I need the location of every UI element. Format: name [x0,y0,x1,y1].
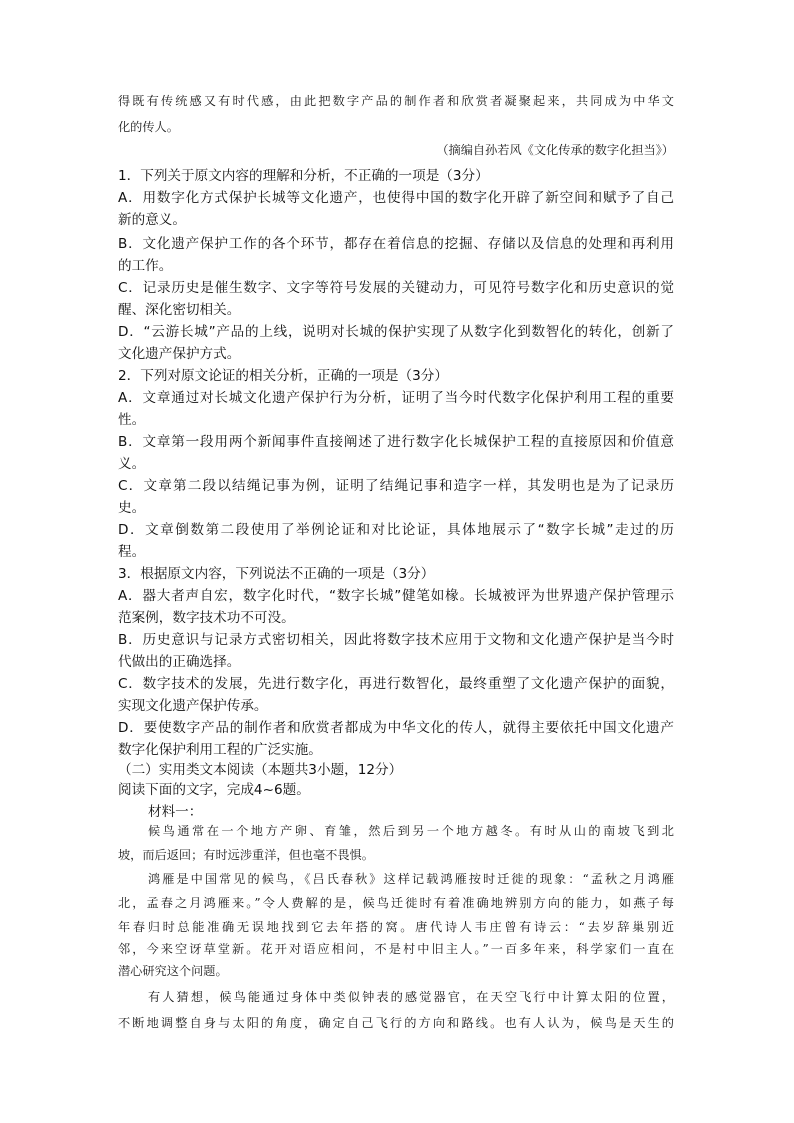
text-line: 的工作。 [118,258,173,274]
text-line: A．文章通过对长城文化遗产保护行为分析，证明了当今时代数字化保护利用工程的重要 [118,390,674,406]
text-line: 史。 [118,500,146,516]
text-line: C．记录历史是催生数字、文字等符号发展的关键动力，可见符号数字化和历史意识的觉 [118,280,674,296]
text-line: 鸿雁是中国常见的候鸟，《吕氏春秋》这样记载鸿雁按时迁徙的现象：“孟秋之月鸿雁 [148,872,674,886]
text-line: 材料一： [148,804,203,820]
text-line: C．数字技术的发展，先进行数字化，再进行数智化，最终重塑了文化遗产保护的面貌， [118,676,674,692]
text-line: 化的传人。 [118,120,179,134]
text-line: 得既有传统感又有时代感，由此把数字产品的制作者和欣赏者凝聚起来，共同成为中华文 [118,94,674,108]
text-line: 代做出的正确选择。 [118,654,241,670]
text-line: 不断地调整自身与太阳的角度，确定自己飞行的方向和路线。也有人认为，候鸟是天生的 [118,1016,674,1030]
text-line: 义。 [118,456,146,472]
text-line: 程。 [118,544,146,560]
text-line: A．用数字化方式保护长城等文化遗产，也使得中国的数字化开辟了新空间和赋予了自己 [118,190,674,206]
text-line: D．要使数字产品的制作者和欣赏者都成为中华文化的传人，就得主要依托中国文化遗产 [118,720,674,736]
text-line: 邻，今来空讶草堂新。花开对语应相问，不是村中旧主人。”一百多年来，科学家们一直在 [118,942,674,956]
text-line: 文化遗产保护方式。 [118,346,241,362]
text-line: 2．下列对原文论证的相关分析，正确的一项是（3分） [118,368,448,384]
text-line: 1．下列关于原文内容的理解和分析，不正确的一项是（3分） [118,168,489,184]
text-line: 候鸟通常在一个地方产卵、育雏，然后到另一个地方越冬。有时从山的南坡飞到北 [148,824,674,838]
text-line: B．历史意识与记录方式密切相关，因此将数字技术应用于文物和文化遗产保护是当今时 [118,632,674,648]
text-line: 数字化保护利用工程的广泛实施。 [118,742,322,758]
text-line: 坡，而后返回；有时远涉重洋，但也毫不畏惧。 [118,848,374,862]
text-line: （二）实用类文本阅读（本题共3小题，12分） [118,762,403,778]
text-line: 有人猜想，候鸟能通过身体中类似钟表的感觉器官，在天空飞行中计算太阳的位置， [148,990,674,1004]
text-line: 范案例，数字技术功不可没。 [118,610,295,626]
text-line: B．文化遗产保护工作的各个环节，都存在着信息的挖掘、存储以及信息的处理和再利用 [118,236,674,252]
text-line: 性。 [118,412,146,428]
text-line: 新的意义。 [118,212,186,228]
text-line: B．文章第一段用两个新闻事件直接阐述了进行数字化长城保护工程的直接原因和价值意 [118,434,674,450]
text-line: 3．根据原文内容，下列说法不正确的一项是（3分） [118,566,435,582]
text-line: 阅读下面的文字，完成4~6题。 [118,782,310,798]
text-line: D．文章倒数第二段使用了举例论证和对比论证，具体地展示了“数字长城”走过的历 [118,522,674,538]
text-line: 实现文化遗产保护传承。 [118,698,268,714]
text-line: 北，孟春之月鸿雁来。”令人费解的是，候鸟迁徙时有着准确地辨别方向的能力，如燕子每 [118,896,674,910]
text-line: D．“云游长城”产品的上线，说明对长城的保护实现了从数字化到数智化的转化，创新了 [118,324,674,340]
text-line: 潜心研究这个问题。 [118,964,228,978]
text-line: 年春归时总能准确无误地找到它去年搭的窝。唐代诗人韦庄曾有诗云：“去岁辞巢别近 [118,920,674,934]
text-line: 醒、深化密切相关。 [118,302,241,318]
text-line: C．文章第二段以结绳记事为例，证明了结绳记事和造字一样，其发明也是为了记录历 [118,478,674,494]
text-line: （摘编自孙若风《文化传承的数字化担当》） [436,143,674,157]
text-line: A．器大者声自宏，数字化时代，“数字长城”健笔如椽。长城被评为世界遗产保护管理示 [118,588,674,604]
